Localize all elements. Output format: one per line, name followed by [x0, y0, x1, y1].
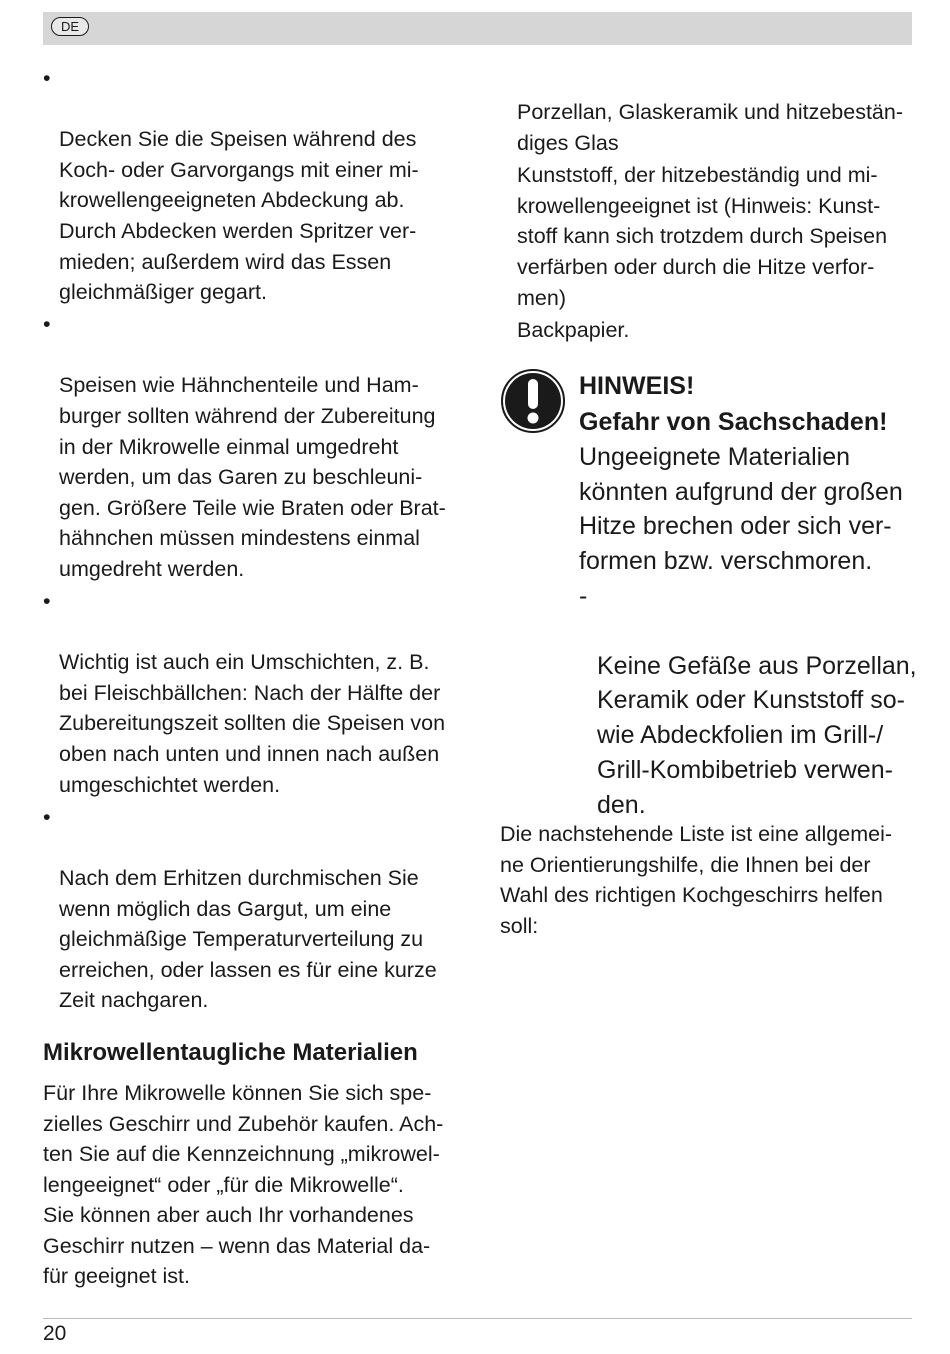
- exclamation-icon: [500, 368, 566, 434]
- orientation-text: Die nachstehende Liste ist eine allgemei- ne Orientierungshilfe, die Ihnen bei der Wahl des richtigen Kochgeschirrs helfen soll:: [500, 822, 893, 938]
- left-column: [43, 63, 463, 1292]
- list-item-text: Wichtig ist auch ein Umschichten, z. B. bei Fleischbällchen: Nach der Hälfte der Zubereitungszeit sollten die Speisen von oben nach unten und innen nach außen umgeschichtet werden.: [59, 650, 446, 797]
- footer-divider: [43, 1318, 912, 1319]
- list-item-text: Nach dem Erhitzen durchmischen Sie wenn möglich das Gargut, um eine gleichmäßige Temperaturverteilung zu erreichen, oder lassen es für eine kurze Zeit nachgaren.: [59, 865, 437, 1013]
- bullet-icon: •: [43, 66, 51, 90]
- list-item-text: Decken Sie die Speisen während des Koch- oder Garvorgangs mit einer mi- krowellengeeigneten Abdeckung ab. Durch Abdecken werden Spritzer ver- mieden; außerdem wird das Essen gleichmäßiger gegart.: [59, 127, 419, 305]
- section-text: Für Ihre Mikrowelle können Sie sich spe- zielles Geschirr und Zubehör kaufen. Ach- ten Sie auf die Kennzeichnung „mikrowel- lengeeignet“ oder „für die Mikrowelle“. Sie können aber auch Ihr vorhandenes Geschirr nutzen – wenn das Material da- für geeignet ist.: [43, 1080, 444, 1289]
- list-item: [43, 802, 463, 1016]
- notice-body: [579, 368, 919, 823]
- bullet-icon: •: [43, 589, 51, 614]
- notice-list-item: [579, 579, 919, 823]
- instruction-list: [43, 63, 463, 1016]
- list-item: [43, 309, 463, 584]
- notice-list: [579, 579, 919, 823]
- page-number: 20: [43, 1322, 67, 1345]
- right-column: [500, 97, 920, 819]
- section-heading: Mikrowellentaugliche Materialien: [43, 1038, 418, 1066]
- dash-icon: -: [579, 581, 588, 610]
- bullet-icon: •: [43, 804, 51, 829]
- list-item: [43, 63, 463, 308]
- list-item: [43, 586, 463, 800]
- bullet-icon: •: [43, 312, 51, 337]
- list-item-text: Speisen wie Hähnchenteile und Ham- burger sollten während der Zubereitung in der Mikrowelle einmal umgedreht werden, um das Garen zu beschleuni- gen. Größere Teile wie Braten oder Brat- hähnchen müssen mindestens einmal umgedreht werden.: [59, 373, 446, 581]
- notice-text: Ungeeignete Materialien könnten aufgrund der großen Hitze brechen oder sich ver- formen bzw. verschmoren.: [579, 442, 903, 576]
- notice-box: [500, 368, 920, 819]
- notice-list-item-text: Keine Gefäße aus Porzellan, Keramik oder Kunststoff so- wie Abdeckfolien im Grill-/ Grill-Kombibetrieb verwen- den.: [597, 651, 917, 819]
- language-badge: DE: [51, 17, 89, 36]
- notice-subtitle: Gefahr von Sachschaden!: [579, 407, 888, 436]
- material-item: Kunststoff, der hitzebeständig und mi- krowellengeeignet ist (Hinweis: Kunst- stoff kann sich trotzdem durch Speisen verfärben oder durch die Hitze verfor- men): [517, 163, 888, 310]
- notice-title: HINWEIS!: [579, 371, 695, 400]
- header-bar: [43, 12, 912, 45]
- material-item: Porzellan, Glaskeramik und hitzebestän- diges Glas: [517, 100, 903, 155]
- material-item: Backpapier.: [517, 318, 630, 343]
- materials-list: [517, 97, 920, 346]
